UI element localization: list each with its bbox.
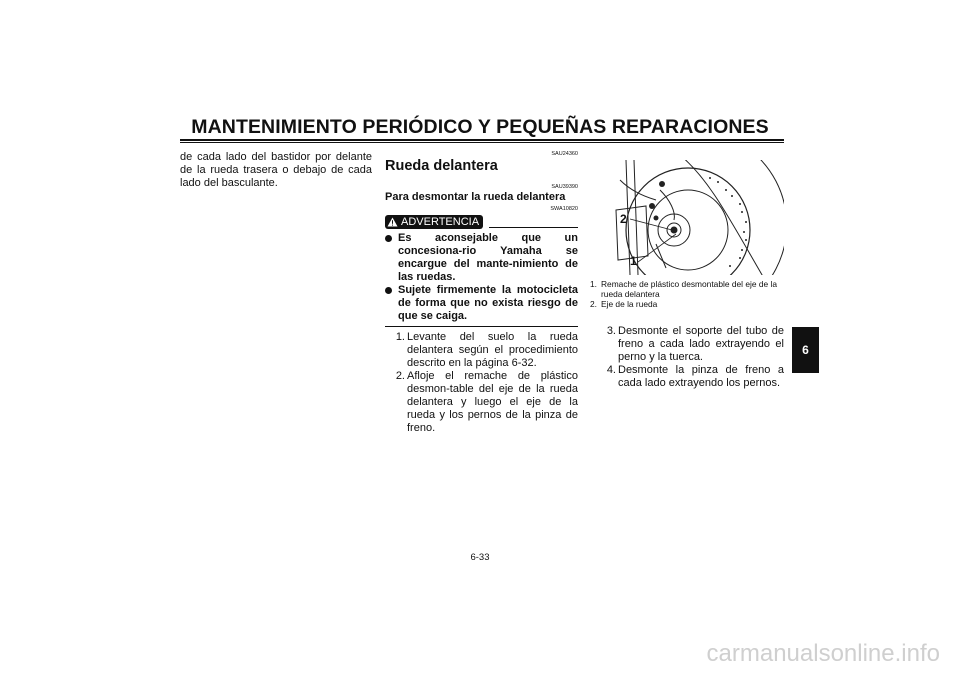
subsection-heading: Para desmontar la rueda delantera bbox=[385, 191, 566, 203]
procedure-steps-continued bbox=[596, 325, 784, 390]
page-title: MANTENIMIENTO PERIÓDICO Y PEQUEÑAS REPARACIONES bbox=[191, 116, 769, 138]
procedure-steps bbox=[385, 331, 578, 435]
wheel-illustration bbox=[600, 160, 784, 275]
warning-bullet: Sujete firmemente la motocicleta de forma que no exista riesgo de que se caiga. bbox=[385, 284, 578, 323]
column-left bbox=[180, 151, 372, 190]
page-number: 6-33 bbox=[470, 552, 490, 563]
section-code: SAU24360 bbox=[551, 151, 578, 157]
procedure-step: 1. Levante del suelo la rueda delantera según el procedimiento descrito en la página 6-32. bbox=[395, 331, 578, 369]
bullet-icon bbox=[385, 287, 392, 294]
warning-code: SWA10820 bbox=[550, 206, 578, 212]
procedure-step: 3. Desmonte el soporte del tubo de freno a cada lado extrayendo el perno y la tuerca. bbox=[606, 325, 784, 363]
procedure-step: 4. Desmonte la pinza de freno a cada lado extrayendo los pernos. bbox=[606, 364, 784, 389]
bullet-icon bbox=[385, 235, 392, 242]
warning-rule bbox=[489, 227, 578, 228]
figure-captions bbox=[590, 279, 784, 309]
warning-header bbox=[385, 215, 578, 229]
header-rule bbox=[180, 139, 784, 141]
warning-triangle-icon bbox=[387, 217, 398, 227]
header-rule-thin bbox=[180, 142, 784, 143]
continued-paragraph: de cada lado del bastidor por delante de la rueda trasera o debajo de cada lado del basculante. bbox=[180, 151, 372, 189]
watermark: carmanualsonline.info bbox=[706, 640, 940, 667]
column-middle bbox=[385, 151, 578, 435]
warning-badge bbox=[385, 215, 483, 229]
subsection-code: SAU39390 bbox=[551, 184, 578, 190]
warning-label: ADVERTENCIA bbox=[401, 215, 480, 228]
warning-close-rule bbox=[385, 326, 578, 327]
warning-list bbox=[385, 232, 578, 323]
front-wheel-figure bbox=[600, 160, 784, 275]
procedure-step: 2. Afloje el remache de plástico desmon-table del eje de la rueda delantera y luego el eje de la rueda y los pernos de la pinza de freno. bbox=[395, 370, 578, 434]
chapter-tab: 6 bbox=[792, 327, 819, 373]
figure-label-2: 2 bbox=[620, 212, 627, 226]
column-right-steps bbox=[596, 325, 784, 390]
warning-bullet: Es aconsejable que un concesiona-rio Yamaha se encargue del mante-nimiento de las ruedas. bbox=[385, 232, 578, 284]
caption-item: 2. Eje de la rueda bbox=[590, 299, 658, 309]
figure-label-1: 1 bbox=[630, 254, 637, 268]
caption-item: 1. Remache de plástico desmontable del eje de la rueda delantera bbox=[590, 279, 777, 299]
section-heading: Rueda delantera bbox=[385, 158, 498, 174]
